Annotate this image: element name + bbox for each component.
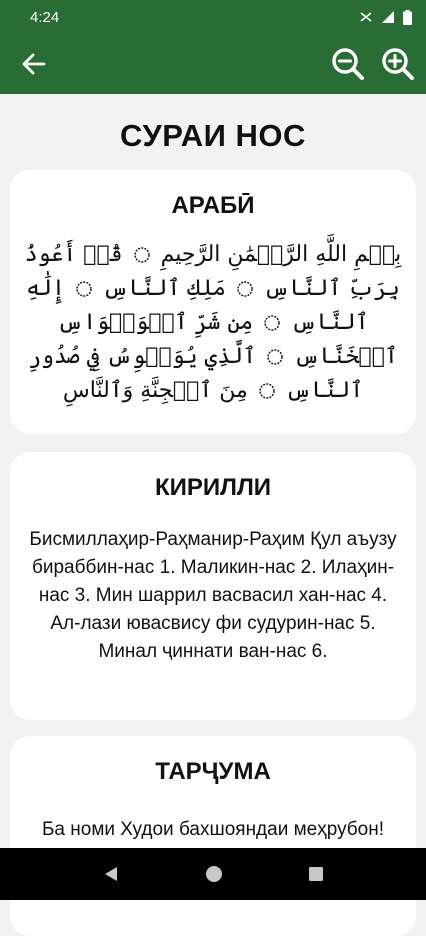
cyrillic-text: Бисмиллаҳир-Раҳманир-Раҳим Қул аъузу бираббин-нас 1. Маликин-нас 2. Илаҳин-нас 3. Мин шаррил васвасил хан-нас 4. Ал-лази ювасвису фи судурин-нас 5. Минал ҷиннати ван-нас 6. — [29, 529, 397, 662]
arabic-segment: مِنَ ٱلۡجِنَّةِ وَٱلنَّاسِ — [62, 378, 248, 403]
arabic-card — [10, 170, 416, 434]
cyrillic-title: КИРИЛЛИ — [154, 474, 272, 501]
nav-home-icon[interactable] — [205, 865, 223, 883]
signal-icon — [381, 10, 395, 24]
battery-icon — [403, 10, 412, 25]
nav-back-icon[interactable] — [102, 865, 120, 883]
page-title: СУРАИ НОС — [120, 118, 306, 153]
sync-icon — [359, 10, 373, 24]
arabic-title: АРАБӢ — [171, 192, 255, 219]
arabic-segment: مِن شَرِّ ٱلۡوَسۡوَاسِ ٱلۡخَنَّاسِ — [57, 310, 398, 369]
ayah-marker-icon — [75, 280, 93, 298]
arabic-segment: إِلَٰهِ ٱلنَّاسِ — [26, 276, 369, 335]
arrow-back-icon[interactable] — [18, 48, 50, 80]
ayah-marker-icon — [263, 314, 281, 332]
ayah-marker-icon — [133, 246, 151, 264]
zoom-in-icon[interactable] — [380, 46, 416, 82]
app-bar — [0, 34, 426, 94]
translation-card — [10, 736, 416, 936]
arabic-segment: قُلۡ أَعُوذُ بِرَبِّ ٱلنَّاسِ — [24, 242, 400, 301]
status-bar — [0, 0, 426, 34]
arabic-segment: بِسۡمِ اللَّهِ الرَّحۡمَٰنِ الرَّحِيمِ — [160, 242, 402, 267]
ayah-marker-icon — [236, 280, 254, 298]
nav-recents-icon[interactable] — [308, 866, 324, 882]
ayah-marker-icon — [266, 348, 284, 366]
status-time: 4:24 — [30, 8, 60, 26]
translation-text: Ба номи Худои бахшояндаи меҳрубон! — [41, 819, 385, 840]
ayah-marker-icon — [258, 382, 276, 400]
content-scroll[interactable] — [0, 94, 426, 848]
arabic-text — [24, 238, 402, 408]
translation-title: ТАРҶУМА — [155, 758, 271, 785]
status-icons — [359, 10, 412, 25]
arabic-segment: مَلِكِ ٱلنَّاسِ — [102, 276, 226, 301]
system-nav-bar — [0, 848, 426, 900]
zoom-out-icon[interactable] — [330, 46, 366, 82]
cyrillic-card — [10, 452, 416, 720]
arabic-segment: ٱلَّذِي يُوَسۡوِسُ فِي صُدُورِ ٱلنَّاسِ — [28, 344, 364, 403]
